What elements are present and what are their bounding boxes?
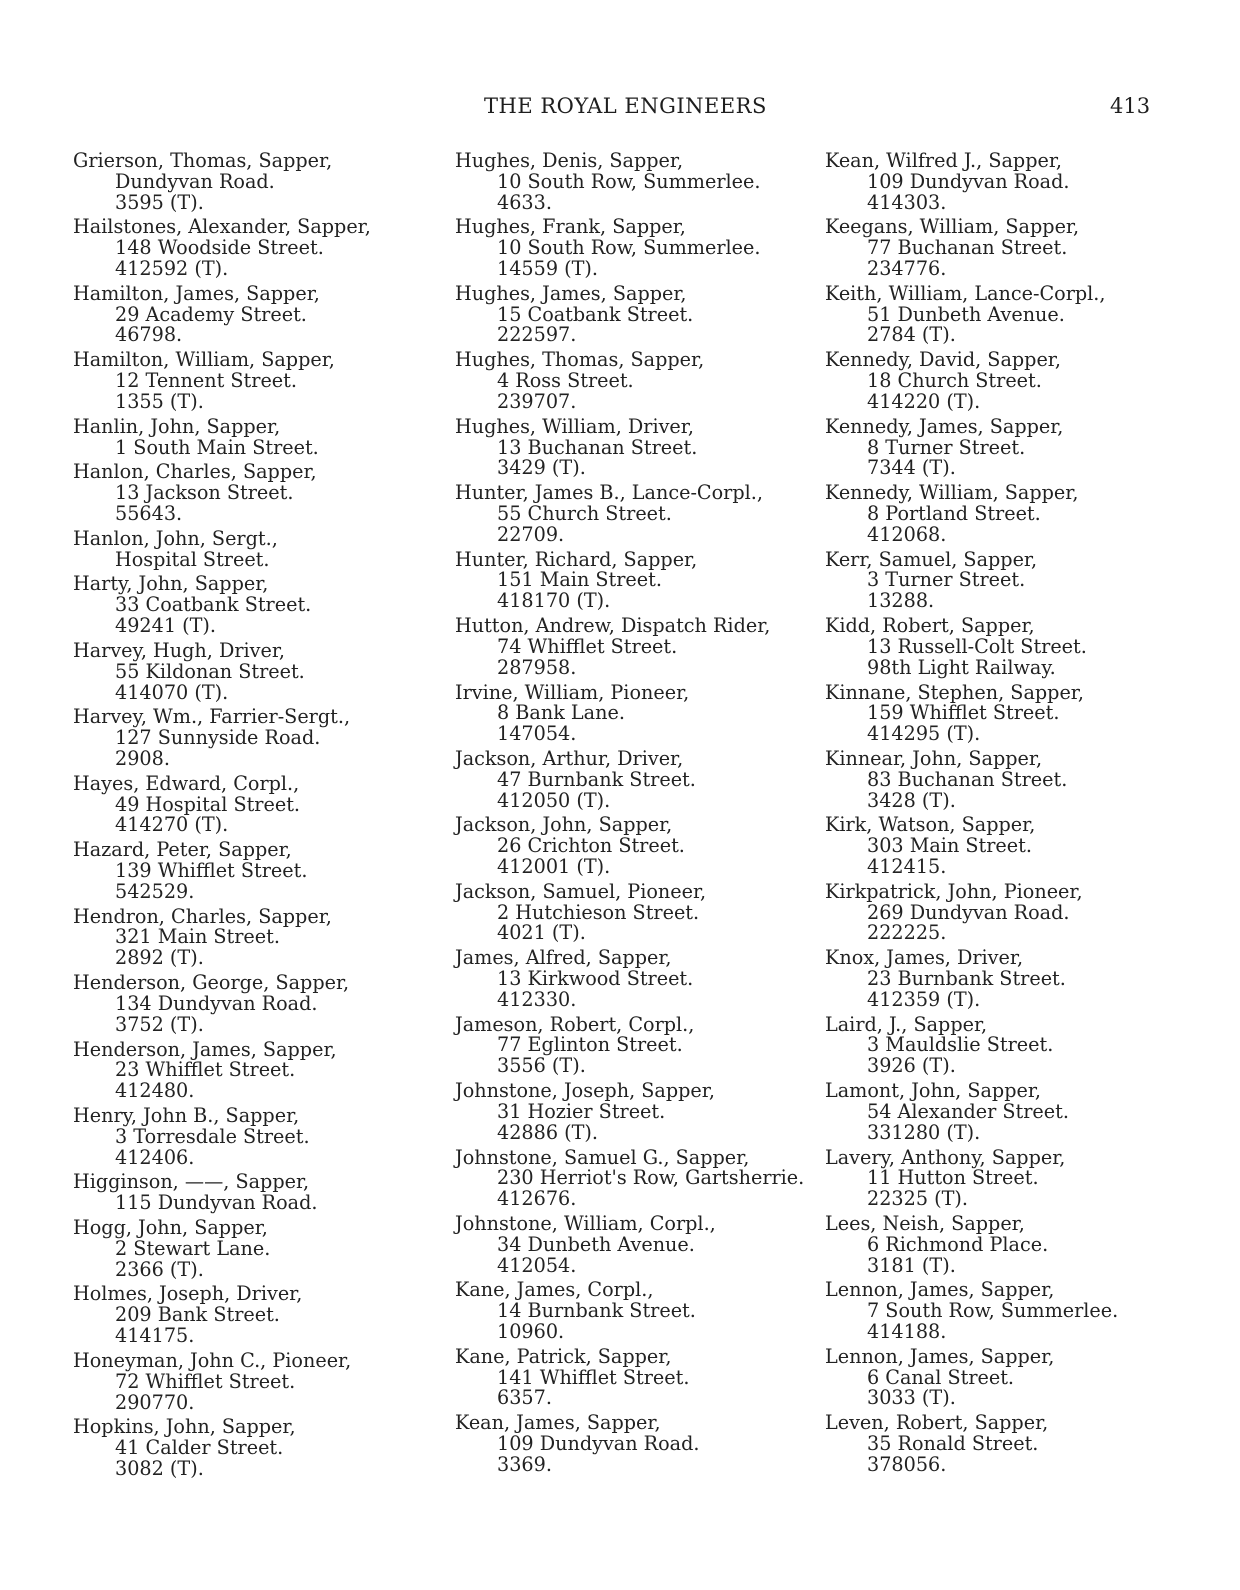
entry-name: Keegans, William, Sapper, (825, 215, 1080, 239)
entry-name: Jackson, Arthur, Driver, (455, 746, 684, 770)
entry-address: 303 Main Street. (867, 834, 1032, 858)
entry-address: 209 Bank Street. (115, 1303, 280, 1327)
entry-address: 13 Kirkwood Street. (497, 967, 694, 991)
roll-entry (73, 414, 371, 459)
entry-name: Johnstone, Joseph, Sapper, (455, 1079, 715, 1103)
entry-number: 3429 (T). (497, 456, 586, 480)
entry-name: Grierson, Thomas, Sapper, (73, 149, 333, 172)
entry-number: 412592 (T). (115, 257, 229, 281)
entry-address: 8 Bank Lane. (497, 701, 625, 725)
entry-address: 74 Whifflet Street. (497, 634, 678, 658)
entry-number: 412001 (T). (497, 854, 611, 878)
entry-name: Hazard, Peter, Sapper, (73, 838, 292, 862)
entry-name: Laird, J., Sapper, (825, 1012, 988, 1036)
entry-address: 55 Church Street. (497, 501, 672, 525)
entry-name: Harvey, Wm., Farrier-Sergt., (73, 705, 351, 729)
entry-name: Hamilton, William, Sapper, (73, 348, 335, 372)
entry-address: 10 South Row, Summerlee. (497, 236, 761, 260)
entry-number: 10960. (497, 1320, 565, 1344)
entry-name: Hughes, James, Sapper, (455, 281, 687, 305)
entry-number: 412068. (867, 522, 947, 546)
roll-entry (825, 350, 1118, 412)
entry-number: 412415. (867, 854, 947, 878)
entry-address: 54 Alexander Street. (867, 1099, 1069, 1123)
entry-number: 222225. (867, 921, 947, 945)
entry-number: 22325 (T). (867, 1187, 969, 1211)
roll-entry (825, 1344, 1118, 1410)
entry-number: 2892 (T). (115, 946, 204, 970)
roll-entry (825, 1145, 1118, 1211)
entry-name: Leven, Robert, Sapper, (825, 1411, 1049, 1435)
entry-number: 414070 (T). (115, 680, 229, 704)
entry-number: 3595 (T). (115, 190, 204, 214)
entry-address: 13 Buchanan Street. (497, 435, 698, 459)
entry-name: Harty, John, Sapper, (73, 572, 269, 596)
entry-name: Kennedy, William, Sapper, (825, 481, 1079, 505)
entry-number: 412359 (T). (867, 987, 981, 1011)
roll-entry (455, 815, 804, 877)
roll-entry (73, 526, 371, 571)
entry-name: Keith, William, Lance-Corpl., (825, 281, 1106, 305)
roll-entry (73, 638, 371, 704)
entry-address: Hospital Street. (115, 547, 270, 571)
roll-entry (73, 973, 371, 1035)
entry-address: 109 Dundyvan Road. (867, 169, 1070, 193)
entry-address: 11 Hutton Street. (867, 1166, 1039, 1190)
roll-entry (73, 350, 371, 412)
entry-address: 10 South Row, Summerlee. (497, 169, 761, 193)
roll-entry (825, 217, 1118, 279)
entry-name: Honeyman, John C., Pioneer, (73, 1348, 352, 1372)
roll-entry (73, 281, 371, 347)
roll-entry (455, 879, 804, 945)
entry-name: Hayes, Edward, Corpl., (73, 771, 300, 795)
roll-entry (455, 1280, 804, 1342)
entry-number: 42886 (T). (497, 1120, 599, 1144)
roll-entry (825, 948, 1118, 1010)
entry-name: Irvine, William, Pioneer, (455, 680, 690, 704)
entry-name: Kennedy, David, Sapper, (825, 348, 1061, 372)
entry-address: 83 Buchanan Street. (867, 767, 1068, 791)
roll-entry (73, 707, 371, 769)
entry-name: Hopkins, John, Sapper, (73, 1415, 296, 1439)
roll-entry (455, 1413, 804, 1475)
roll-entry (455, 680, 804, 746)
entry-address: 134 Dundyvan Road. (115, 991, 318, 1015)
entry-address: 29 Academy Street. (115, 302, 307, 326)
entry-address: 41 Calder Street. (115, 1436, 284, 1460)
roll-entry (825, 1012, 1118, 1078)
entry-number: 3428 (T). (867, 788, 956, 812)
roll-entry (825, 281, 1118, 347)
roll-entry (73, 840, 371, 902)
roll-entry (455, 483, 804, 545)
entry-address: 139 Whifflet Street. (115, 859, 308, 883)
entry-address: 230 Herriot's Row, Gartsherrie. (497, 1166, 805, 1190)
entry-number: 3556 (T). (497, 1054, 586, 1078)
entry-name: Kane, Patrick, Sapper, (455, 1344, 672, 1368)
entry-name: Jackson, John, Sapper, (455, 813, 673, 837)
entry-address: 7 South Row, Summerlee. (867, 1299, 1119, 1323)
roll-entry (825, 414, 1118, 480)
entry-name: Hamilton, James, Sapper, (73, 281, 320, 305)
entry-name: Lamont, John, Sapper, (825, 1079, 1042, 1103)
entry-name: Hanlin, John, Sapper, (73, 414, 281, 438)
entry-number: 378056. (867, 1452, 947, 1476)
entry-address: 141 Whifflet Street. (497, 1365, 690, 1389)
roll-entry (825, 815, 1118, 877)
entry-number: 4633. (497, 190, 552, 214)
entry-name: Henderson, George, Sapper, (73, 971, 350, 995)
entry-address: 3 Mauldslie Street. (867, 1033, 1054, 1057)
roll-entry (73, 574, 371, 636)
entry-name: Kane, James, Corpl., (455, 1278, 654, 1302)
entry-address: 49 Hospital Street. (115, 792, 300, 816)
entry-name: Lees, Neish, Sapper, (825, 1212, 1025, 1235)
entry-address: 72 Whifflet Street. (115, 1369, 296, 1393)
entry-name: Kean, James, Sapper, (455, 1411, 661, 1435)
entry-number: 414303. (867, 190, 947, 214)
entry-number: 414220 (T). (867, 389, 981, 413)
roll-entry (825, 1214, 1118, 1276)
entry-number: 7344 (T). (867, 456, 956, 480)
entry-address: 47 Burnbank Street. (497, 767, 696, 791)
entry-name: Hunter, James B., Lance-Corpl., (455, 481, 763, 505)
roll-entry (73, 1103, 371, 1169)
entry-address: 23 Whifflet Street. (115, 1058, 296, 1082)
roll-entry (455, 1344, 804, 1410)
roll-entry (455, 1081, 804, 1143)
roll-entry (455, 281, 804, 347)
entry-number: 414188. (867, 1320, 947, 1344)
entry-number: 46798. (115, 323, 183, 347)
entry-name: Lavery, Anthony, Sapper, (825, 1145, 1066, 1169)
entry-name: Holmes, Joseph, Driver, (73, 1282, 303, 1306)
entry-number: 412330. (497, 987, 577, 1011)
roll-entry (825, 616, 1118, 678)
roll-entry (825, 151, 1118, 213)
entry-name: Jameson, Robert, Corpl., (455, 1012, 695, 1036)
entry-name: Harvey, Hugh, Driver, (73, 638, 286, 662)
column-3 (825, 151, 1118, 1480)
roll-entry (73, 217, 371, 279)
column-1 (73, 151, 371, 1484)
entry-address: 127 Sunnyside Road. (115, 726, 321, 750)
entry-name: Knox, James, Driver, (825, 946, 1024, 970)
entry-number: 542529. (115, 879, 195, 903)
entry-address: 51 Dunbeth Avenue. (867, 302, 1065, 326)
entry-number: 412676. (497, 1187, 577, 1211)
roll-entry (73, 1218, 371, 1280)
entry-address: 35 Ronald Street. (867, 1432, 1039, 1456)
entry-address: 55 Kildonan Street. (115, 659, 305, 683)
entry-number: 331280 (T). (867, 1120, 981, 1144)
entry-address: 34 Dunbeth Avenue. (497, 1232, 695, 1256)
entry-address: 3 Torresdale Street. (115, 1124, 310, 1148)
roll-entry (455, 547, 804, 613)
entry-name: Johnstone, Samuel G., Sapper, (455, 1145, 750, 1169)
entry-address: 8 Turner Street. (867, 435, 1026, 459)
entry-number: 147054. (497, 722, 577, 746)
entry-address: 8 Portland Street. (867, 501, 1041, 525)
entry-number: 222597. (497, 323, 577, 347)
entry-number: 290770. (115, 1390, 195, 1414)
entry-number: 412406. (115, 1145, 195, 1169)
entry-address: 12 Tennent Street. (115, 369, 297, 393)
entry-address: 269 Dundyvan Road. (867, 900, 1070, 924)
entry-name: Hendron, Charles, Sapper, (73, 904, 332, 928)
entry-number: 22709. (497, 522, 565, 546)
entry-address: 6 Richmond Place. (867, 1232, 1049, 1256)
entry-name: James, Alfred, Sapper, (455, 946, 672, 970)
entry-address: 159 Whifflet Street. (867, 701, 1060, 725)
entry-number: 3752 (T). (115, 1012, 204, 1036)
entry-number: 3082 (T). (115, 1456, 204, 1480)
roll-entry (455, 151, 804, 213)
roll-entry (825, 547, 1118, 613)
entry-address: 321 Main Street. (115, 925, 280, 949)
entry-name: Hughes, Denis, Sapper, (455, 149, 684, 172)
entry-name: Hogg, John, Sapper, (73, 1216, 268, 1240)
entry-name: Hughes, Thomas, Sapper, (455, 348, 705, 372)
entry-name: Kerr, Samuel, Sapper, (825, 547, 1038, 571)
entry-name: Kennedy, James, Sapper, (825, 414, 1064, 438)
roll-entry (73, 771, 371, 837)
entry-number: 414270 (T). (115, 813, 229, 837)
roll-entry (825, 1280, 1118, 1342)
entry-name: Kean, Wilfred J., Sapper, (825, 149, 1063, 172)
roll-entry (825, 1081, 1118, 1143)
entry-address: Dundyvan Road. (115, 169, 275, 193)
entry-address: 115 Dundyvan Road. (115, 1191, 318, 1215)
entry-number: 3181 (T). (867, 1253, 956, 1277)
entry-name: Hanlon, John, Sergt., (73, 526, 278, 550)
roll-entry (825, 746, 1118, 812)
entry-address: 1 South Main Street. (115, 435, 319, 459)
entry-number: 4021 (T). (497, 921, 586, 945)
entry-name: Kidd, Robert, Sapper, (825, 614, 1035, 638)
entry-address: 151 Main Street. (497, 568, 662, 592)
entry-name: Higginson, ——, Sapper, (73, 1170, 310, 1194)
entry-number: 412054. (497, 1253, 577, 1277)
page-number: 413 (1110, 94, 1151, 118)
entry-name: Hutton, Andrew, Dispatch Rider, (455, 614, 771, 638)
entry-number: 13288. (867, 589, 935, 613)
entry-name: Henderson, James, Sapper, (73, 1037, 337, 1061)
roll-entry (455, 414, 804, 480)
entry-number: 49241 (T). (115, 614, 217, 638)
entry-address: 15 Coatbank Street. (497, 302, 694, 326)
entry-number: 3926 (T). (867, 1054, 956, 1078)
entry-name: Johnstone, William, Corpl., (455, 1212, 716, 1235)
roll-entry (455, 1012, 804, 1078)
roll-entry (73, 1417, 371, 1479)
roll-entry (455, 616, 804, 678)
entry-name: Lennon, James, Sapper, (825, 1278, 1055, 1302)
entry-number: 1355 (T). (115, 389, 204, 413)
entry-number: 418170 (T). (497, 589, 611, 613)
entry-number: 414295 (T). (867, 722, 981, 746)
entry-address: 26 Crichton Street. (497, 834, 685, 858)
entry-name: Hailstones, Alexander, Sapper, (73, 215, 371, 239)
roll-entry (455, 746, 804, 812)
entry-number: 2366 (T). (115, 1257, 204, 1281)
entry-name: Lennon, James, Sapper, (825, 1344, 1055, 1368)
entry-name: Kinnear, John, Sapper, (825, 746, 1043, 770)
entry-address: 31 Hozier Street. (497, 1099, 666, 1123)
roll-entry (73, 1284, 371, 1346)
entry-name: Kirk, Watson, Sapper, (825, 813, 1036, 837)
entry-address: 3 Turner Street. (867, 568, 1026, 592)
entry-name: Hughes, Frank, Sapper, (455, 215, 686, 239)
entry-name: Kirkpatrick, John, Pioneer, (825, 879, 1083, 903)
roll-entry (73, 904, 371, 970)
entry-address: 13 Russell-Colt Street. (867, 634, 1087, 658)
entry-number: 287958. (497, 655, 577, 679)
entry-name: Henry, John B., Sapper, (73, 1103, 300, 1127)
entry-address: 6 Canal Street. (867, 1365, 1015, 1389)
entry-address: 14 Burnbank Street. (497, 1299, 696, 1323)
entry-number: 3369. (497, 1452, 552, 1476)
entry-address: 77 Eglinton Street. (497, 1033, 683, 1057)
column-2 (455, 151, 804, 1480)
roll-entry (455, 1214, 804, 1276)
entry-address: 13 Jackson Street. (115, 481, 294, 505)
roll-entry (73, 1172, 371, 1214)
roll-entry (825, 483, 1118, 545)
entry-number: 98th Light Railway. (867, 655, 1056, 679)
roll-entry (73, 462, 371, 524)
roll-entry (455, 948, 804, 1010)
roll-entry (825, 680, 1118, 746)
roll-entry (73, 151, 371, 213)
entry-name: Hanlon, Charles, Sapper, (73, 460, 317, 484)
entry-address: 109 Dundyvan Road. (497, 1432, 700, 1456)
entry-number: 414175. (115, 1324, 195, 1348)
entry-number: 3033 (T). (867, 1386, 956, 1410)
roll-entry (455, 350, 804, 412)
entry-address: 2 Hutchieson Street. (497, 900, 700, 924)
entry-address: 2 Stewart Lane. (115, 1236, 271, 1260)
entry-address: 148 Woodside Street. (115, 236, 324, 260)
entry-number: 412480. (115, 1079, 195, 1103)
entry-address: 77 Buchanan Street. (867, 236, 1068, 260)
roll-entry (825, 1413, 1118, 1475)
page-title: THE ROYAL ENGINEERS (484, 94, 767, 118)
entry-name: Kinnane, Stephen, Sapper, (825, 680, 1084, 704)
roll-entry (455, 217, 804, 279)
entry-number: 412050 (T). (497, 788, 611, 812)
entry-number: 2784 (T). (867, 323, 956, 347)
entry-number: 6357. (497, 1386, 552, 1410)
entry-name: Jackson, Samuel, Pioneer, (455, 879, 707, 903)
entry-number: 55643. (115, 501, 183, 525)
entry-number: 239707. (497, 389, 577, 413)
entry-name: Hughes, William, Driver, (455, 414, 694, 438)
entry-address: 23 Burnbank Street. (867, 967, 1066, 991)
entry-address: 4 Ross Street. (497, 369, 634, 393)
entry-number: 2908. (115, 746, 170, 770)
roll-entry (455, 1145, 805, 1211)
entry-address: 18 Church Street. (867, 369, 1042, 393)
entry-name: Hunter, Richard, Sapper, (455, 547, 698, 571)
roll-entry (825, 879, 1118, 945)
roll-entry (73, 1037, 371, 1103)
entry-number: 14559 (T). (497, 257, 599, 281)
roll-entry (73, 1348, 371, 1414)
entry-address: 33 Coatbank Street. (115, 593, 312, 617)
entry-number: 234776. (867, 257, 947, 281)
